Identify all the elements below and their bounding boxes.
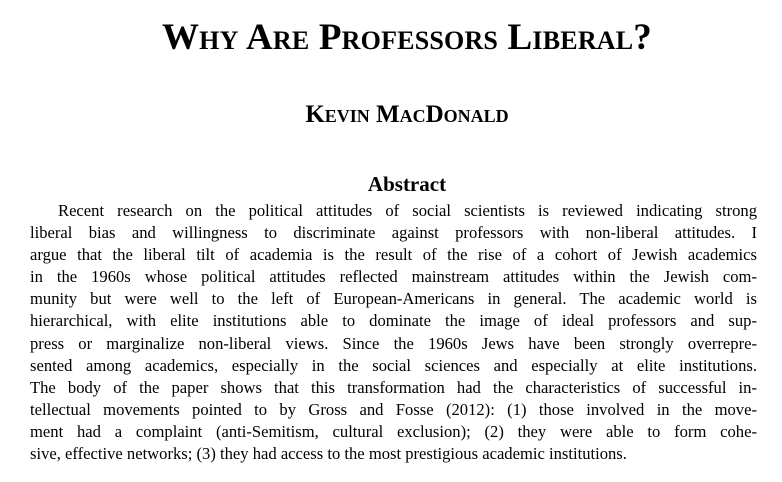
abstract-line: munity but were well to the left of European-Americans in general. The academic world is [30, 289, 757, 309]
abstract-body [30, 200, 757, 465]
abstract-line: ment had a complaint (anti-Semitism, cultural exclusion); (2) they were able to form cohe- [30, 421, 757, 441]
abstract-heading: Abstract [367, 172, 447, 196]
paper-title: Why Are Professors Liberal? [161, 17, 653, 58]
abstract-line: The body of the paper shows that this transformation had the characteristics of successful in- [30, 377, 757, 397]
abstract-line: sive, effective networks; (3) they had access to the most prestigious academic institutions. [30, 444, 627, 464]
abstract-line: hierarchical, with elite institutions able to dominate the image of ideal professors and sup- [30, 311, 757, 331]
abstract-line: sented among academics, especially in the social sciences and especially at elite institutions. [30, 355, 757, 375]
paper-author: Kevin MacDonald [305, 101, 509, 128]
abstract-line: press or marginalize non-liberal views. Since the 1960s Jews have been strongly overrepre- [30, 333, 757, 353]
abstract-line: argue that the liberal tilt of academia is the result of the rise of a cohort of Jewish academics [30, 245, 757, 265]
abstract-line: Recent research on the political attitudes of social scientists is reviewed indicating strong [58, 201, 757, 220]
abstract-line: liberal bias and willingness to discriminate against professors with non-liberal attitudes. I [30, 223, 757, 243]
abstract-line: in the 1960s whose political attitudes reflected mainstream attitudes within the Jewish com- [30, 267, 757, 287]
abstract-line: tellectual movements pointed to by Gross and Fosse (2012): (1) those involved in the move- [30, 399, 757, 419]
